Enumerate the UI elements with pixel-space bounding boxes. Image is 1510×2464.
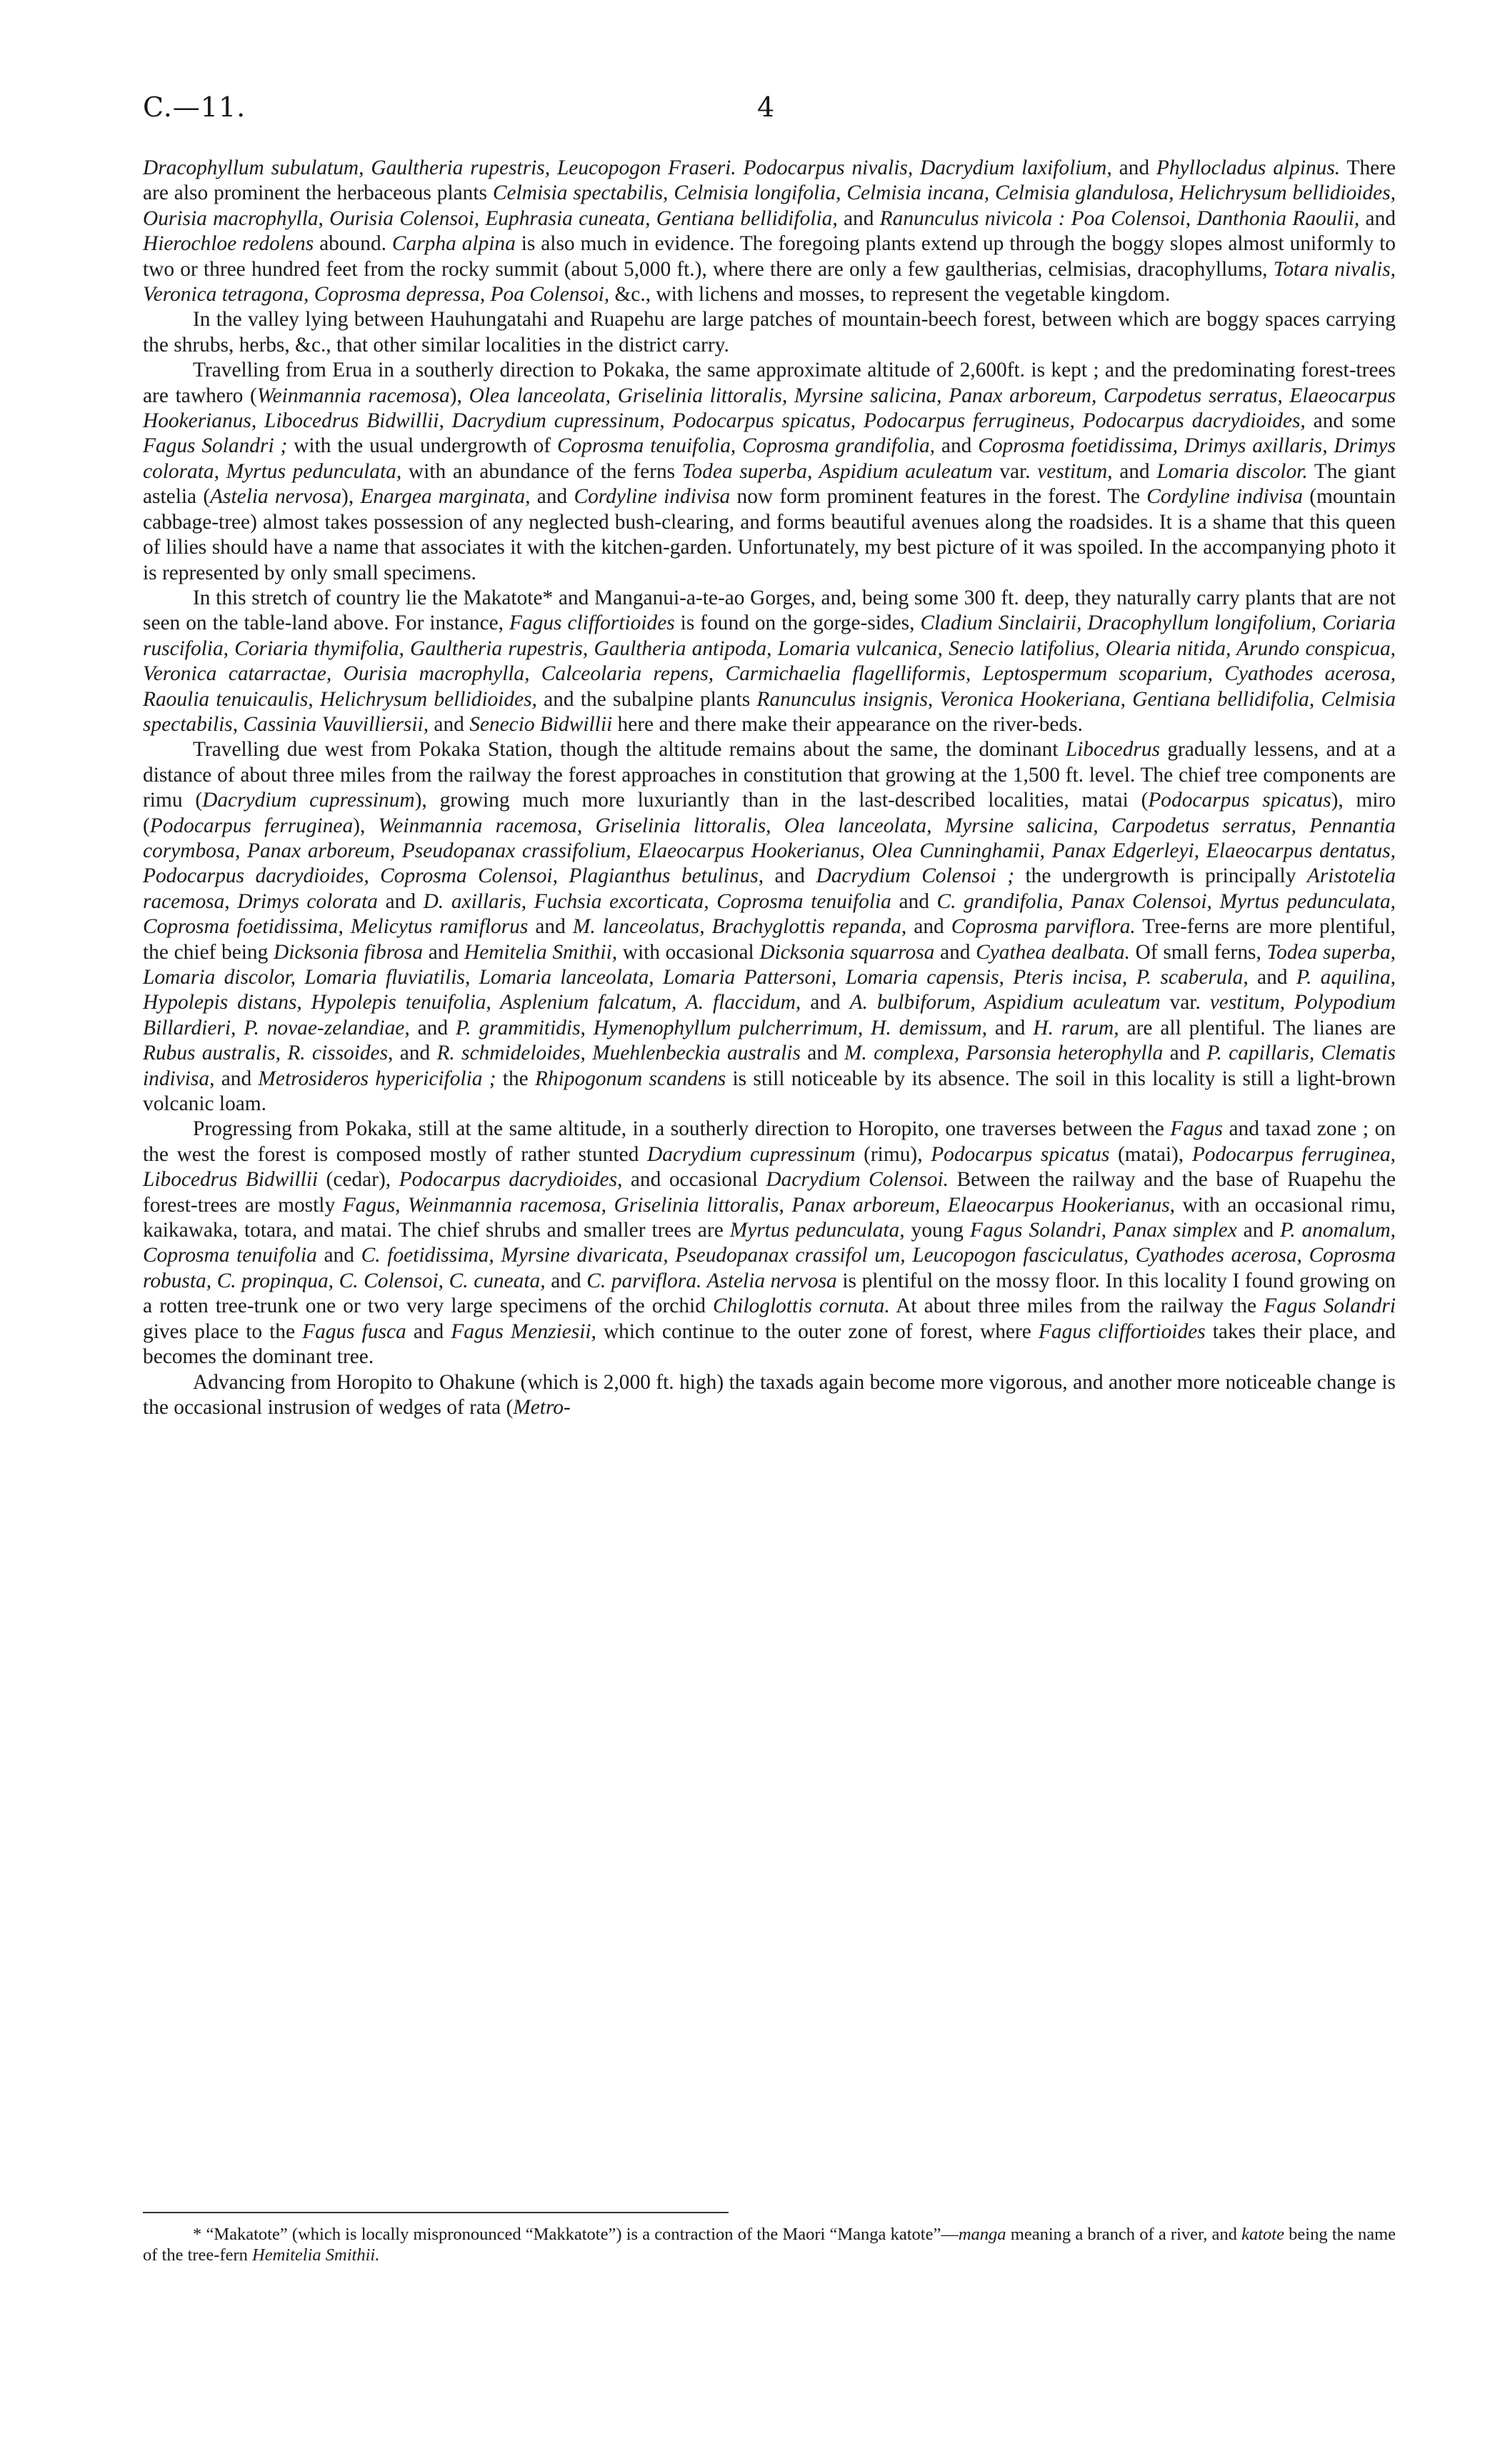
footnote-divider bbox=[143, 2212, 729, 2213]
page-header bbox=[143, 91, 1396, 134]
paragraph: Progressing from Pokaka, still at the same altitude, in a southerly direction to Horopito, one traverses between the Fagus and taxad zone ; on the west the forest is composed mostly of rather stunted Dacrydium cupressinum (rimu), Podocarpus spicatus (matai), Podocarpus ferruginea, Libocedrus Bidwillii (cedar), Podocarpus dacrydioides, and occasional Dacrydium Colensoi. Between the railway and the base of Ruapehu the forest-trees are mostly Fagus, Weinmannia racemosa, Griselinia littoralis, Panax arboreum, Elaeocarpus Hookerianus, with an occasional rimu, kaikawaka, totara, and matai. The chief shrubs and smaller trees are Myrtus pedunculata, young Fagus Solandri, Panax simplex and P. anomalum, Coprosma tenuifolia and C. foetidissima, Myrsine divaricata, Pseudopanax crassifol um, Leucopogon fasciculatus, Cyathodes acerosa, Coprosma robusta, C. propinqua, C. Colensoi, C. cuneata, and C. parviflora. Astelia nervosa is plentiful on the mossy floor. In this locality I found growing on a rotten tree-trunk one or two very large specimens of the orchid Chiloglottis cornuta. At about three miles from the railway the Fagus Solandri gives place to the Fagus fusca and Fagus Menziesii, which continue to the outer zone of forest, where Fagus cliffortioides takes their place, and becomes the dominant tree. bbox=[143, 1117, 1396, 1369]
paragraph: Dracophyllum subulatum, Gaultheria rupestris, Leucopogon Fraseri. Podocarpus nivalis, Dacrydium laxifolium, and Phyllocladus alpinus. There are also prominent the herbaceous plants Celmisia spectabilis, Celmisia longifolia, Celmisia incana, Celmisia glandulosa, Helichrysum bellidioides, Ourisia macrophylla, Ourisia Colensoi, Euphrasia cuneata, Gentiana bellidifolia, and Ranunculus nivicola : Poa Colensoi, Danthonia Raoulii, and Hierochloe redolens abound. Carpha alpina is also much in evidence. The foregoing plants extend up through the boggy slopes almost uniformly to two or three hundred feet from the rocky summit (about 5,000 ft.), where there are only a few gaultherias, celmisias, dracophyllums, Totara nivalis, Veronica tetragona, Coprosma depressa, Poa Colensoi, &c., with lichens and mosses, to represent the vegetable kingdom. bbox=[143, 156, 1396, 306]
paragraph: In this stretch of country lie the Makatote* and Manganui-a-te-ao Gorges, and, being some 300 ft. deep, they naturally carry plants that are not seen on the table-land above. For instance, Fagus cliffortioides is found on the gorge-sides, Cladium Sinclairii, Dracophyllum longifolium, Coriaria ruscifolia, Coriaria thymifolia, Gaultheria rupestris, Gaultheria antipoda, Lomaria vulcanica, Senecio latifolius, Olearia nitida, Arundo conspicua, Veronica catarractae, Ourisia macrophylla, Calceolaria repens, Carmichaelia flagelliformis, Leptospermum scoparium, Cyathodes acerosa, Raoulia tenuicaulis, Helichrysum bellidioides, and the subalpine plants Ranunculus insignis, Veronica Hookeriana, Gentiana bellidifolia, Celmisia spectabilis, Cassinia Vauvilliersii, and Senecio Bidwillii here and there make their appearance on the river-beds. bbox=[143, 586, 1396, 736]
page-code: C.—11. bbox=[143, 91, 246, 123]
footnote: * “Makatote” (which is locally mispronounced “Makkatote”) is a contraction of the Maori “Manga katote”—manga meaning a branch of a river, and katote being the name of the tree-fern Hemitelia Smithii. bbox=[143, 2225, 1396, 2265]
body-text bbox=[143, 156, 1396, 1420]
paragraph: Travelling due west from Pokaka Station, though the altitude remains about the same, the dominant Libocedrus gradually lessens, and at a distance of about three miles from the railway the forest approaches in constitution that growing at the 1,500 ft. level. The chief tree components are rimu (Dacrydium cupressinum), growing much more luxuriantly than in the last-described localities, matai (Podocarpus spicatus), miro (Podocarpus ferruginea), Weinmannia racemosa, Griselinia littoralis, Olea lanceolata, Myrsine salicina, Carpodetus serratus, Pennantia corymbosa, Panax arboreum, Pseudopanax crassifolium, Elaeocarpus Hookerianus, Olea Cunninghamii, Panax Edgerleyi, Elaeocarpus dentatus, Podocarpus dacrydioides, Coprosma Colensoi, Plagianthus betulinus, and Dacrydium Colensoi ; the undergrowth is principally Aristotelia racemosa, Drimys colorata and D. axillaris, Fuchsia excorticata, Coprosma tenuifolia and C. grandifolia, Panax Colensoi, Myrtus pedunculata, Coprosma foetidissima, Melicytus ramiflorus and M. lanceolatus, Brachyglottis repanda, and Coprosma parviflora. Tree-ferns are more plentiful, the chief being Dicksonia fibrosa and Hemitelia Smithii, with occasional Dicksonia squarrosa and Cyathea dealbata. Of small ferns, Todea superba, Lomaria discolor, Lomaria fluviatilis, Lomaria lanceolata, Lomaria Pattersoni, Lomaria capensis, Pteris incisa, P. scaberula, and P. aquilina, Hypolepis distans, Hypolepis tenuifolia, Asplenium falcatum, A. flaccidum, and A. bulbiforum, Aspidium aculeatum var. vestitum, Polypodium Billardieri, P. novae-zelandiae, and P. grammitidis, Hymenophyllum pulcherrimum, H. demissum, and H. rarum, are all plentiful. The lianes are Rubus australis, R. cissoides, and R. schmideloides, Muehlenbeckia australis and M. complexa, Parsonsia heterophylla and P. capillaris, Clematis indivisa, and Metrosideros hypericifolia ; the Rhipogonum scandens is still noticeable by its absence. The soil in this locality is still a light-brown volcanic loam. bbox=[143, 738, 1396, 1116]
paragraph: Advancing from Horopito to Ohakune (which is 2,000 ft. high) the taxads again become more vigorous, and another more noticeable change is the occasional instrusion of wedges of rata (Metro- bbox=[143, 1370, 1396, 1419]
paragraph: In the valley lying between Hauhungatahi and Ruapehu are large patches of mountain-beech forest, between which are boggy spaces carrying the shrubs, herbs, &c., that other similar localities in the district carry. bbox=[143, 308, 1396, 356]
paragraph: Travelling from Erua in a southerly direction to Pokaka, the same approximate altitude of 2,600ft. is kept ; and the predominating forest-trees are tawhero (Weinmannia racemosa), Olea lanceolata, Griselinia littoralis, Myrsine salicina, Panax arboreum, Carpodetus serratus, Elaeocarpus Hookerianus, Libocedrus Bidwillii, Dacrydium cupressinum, Podocarpus spicatus, Podocarpus ferrugineus, Podocarpus dacrydioides, and some Fagus Solandri ; with the usual undergrowth of Coprosma tenuifolia, Coprosma grandifolia, and Coprosma foetidissima, Drimys axillaris, Drimys colorata, Myrtus pedunculata, with an abundance of the ferns Todea superba, Aspidium aculeatum var. vestitum, and Lomaria discolor. The giant astelia (Astelia nervosa), Enargea marginata, and Cordyline indivisa now form prominent features in the forest. The Cordyline indivisa (mountain cabbage-tree) almost takes possession of any neglected bush-clearing, and forms beautiful avenues along the roadsides. It is a shame that this queen of lilies should have a name that associates it with the kitchen-garden. Unfortunately, my best picture of it was spoiled. In the accompanying photo it is represented by only small specimens. bbox=[143, 359, 1396, 584]
page-number: 4 bbox=[757, 91, 775, 123]
